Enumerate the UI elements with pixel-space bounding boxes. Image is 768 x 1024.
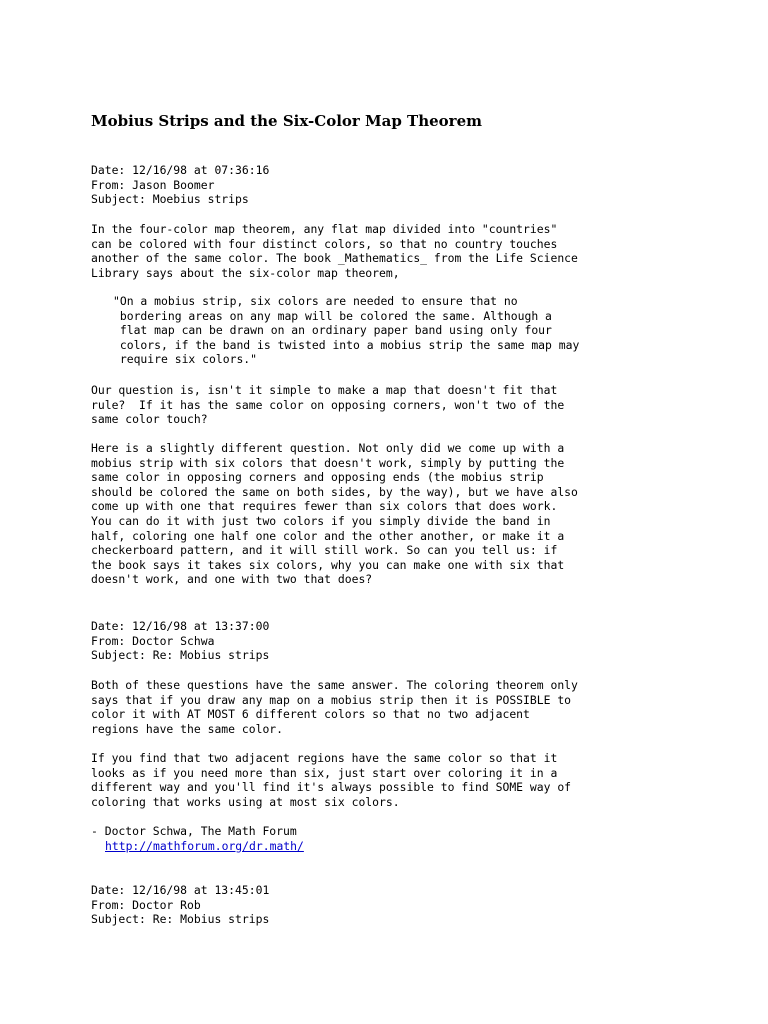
quote-line: bordering areas on any map will be colored the same. Although a (113, 308, 552, 323)
message-from: From: Doctor Rob (91, 897, 201, 912)
text-line: In the four-color map theorem, any flat map divided into "countries" (91, 222, 558, 236)
message-subject: Subject: Re: Mobius strips (91, 912, 270, 927)
math-forum-link[interactable]: http://mathforum.org/dr.math/ (105, 838, 304, 853)
signature-text: - Doctor Schwa, The Math Forum (91, 824, 297, 838)
message-1-paragraph-2 (91, 383, 564, 427)
text-line: You can do it with just two colors if you simply divide the band in (91, 513, 551, 528)
text-line: same color in opposing corners and opposing ends (the mobius strip (91, 470, 544, 485)
text-line: checkerboard pattern, and it will still work. So can you tell us: if (91, 543, 558, 558)
message-date: Date: 12/16/98 at 13:45:01 (91, 883, 270, 897)
text-line: doesn't work, and one with two that does? (91, 572, 373, 587)
quote-line: require six colors." (113, 352, 258, 367)
message-2-paragraph-1 (91, 678, 578, 736)
text-line: another of the same color. The book _Mathematics_ from the Life Science (91, 251, 578, 266)
message-1-paragraph-1 (91, 222, 578, 280)
text-line: says that if you draw any map on a mobius strip then it is POSSIBLE to (91, 692, 572, 707)
text-line: color it with AT MOST 6 different colors so that no two adjacent (91, 707, 530, 722)
text-line: Library says about the six-color map theorem, (91, 265, 400, 280)
message-from: From: Doctor Schwa (91, 633, 215, 648)
text-line: the book says it takes six colors, why you can make one with six that (91, 557, 565, 572)
text-line: mobius strip with six colors that doesn't work, simply by putting the (91, 455, 565, 470)
message-2-header (91, 619, 269, 663)
message-2-signature (91, 824, 304, 853)
text-line: regions have the same color. (91, 721, 284, 736)
text-line: rule? If it has the same color on opposing corners, won't two of the (91, 397, 565, 412)
text-line: half, coloring one half one color and the other another, or make it a (91, 528, 565, 543)
quote-line: "On a mobius strip, six colors are needed to ensure that no (113, 294, 518, 308)
message-subject: Subject: Re: Mobius strips (91, 648, 270, 663)
message-from: From: Jason Boomer (91, 177, 215, 192)
message-3-header (91, 883, 269, 927)
quote-line: colors, if the band is twisted into a mobius strip the same map may (113, 337, 580, 352)
message-subject: Subject: Moebius strips (91, 192, 249, 207)
message-date: Date: 12/16/98 at 13:37:00 (91, 619, 270, 633)
text-line: If you find that two adjacent regions have the same color so that it (91, 751, 558, 765)
text-line: Here is a slightly different question. Not only did we come up with a (91, 441, 565, 455)
text-line: Both of these questions have the same answer. The coloring theorem only (91, 678, 578, 692)
text-line: looks as if you need more than six, just start over coloring it in a (91, 765, 558, 780)
text-line: Our question is, isn't it simple to make a map that doesn't fit that (91, 383, 558, 397)
page-title: Mobius Strips and the Six-Color Map Theorem (91, 112, 482, 130)
text-line: different way and you'll find it's always possible to find SOME way of (91, 780, 572, 795)
text-line: coloring that works using at most six colors. (91, 794, 400, 809)
text-line: should be colored the same on both sides, by the way), but we have also (91, 484, 578, 499)
message-date: Date: 12/16/98 at 07:36:16 (91, 163, 270, 177)
message-1-quote (91, 294, 579, 367)
message-1-header (91, 163, 269, 207)
quote-line: flat map can be drawn on an ordinary paper band using only four (113, 323, 552, 338)
message-1-paragraph-3 (91, 441, 578, 587)
text-line: same color touch? (91, 412, 208, 427)
text-line: come up with one that requires fewer than six colors that does work. (91, 499, 558, 514)
text-line: can be colored with four distinct colors, so that no country touches (91, 236, 558, 251)
message-2-paragraph-2 (91, 751, 571, 809)
